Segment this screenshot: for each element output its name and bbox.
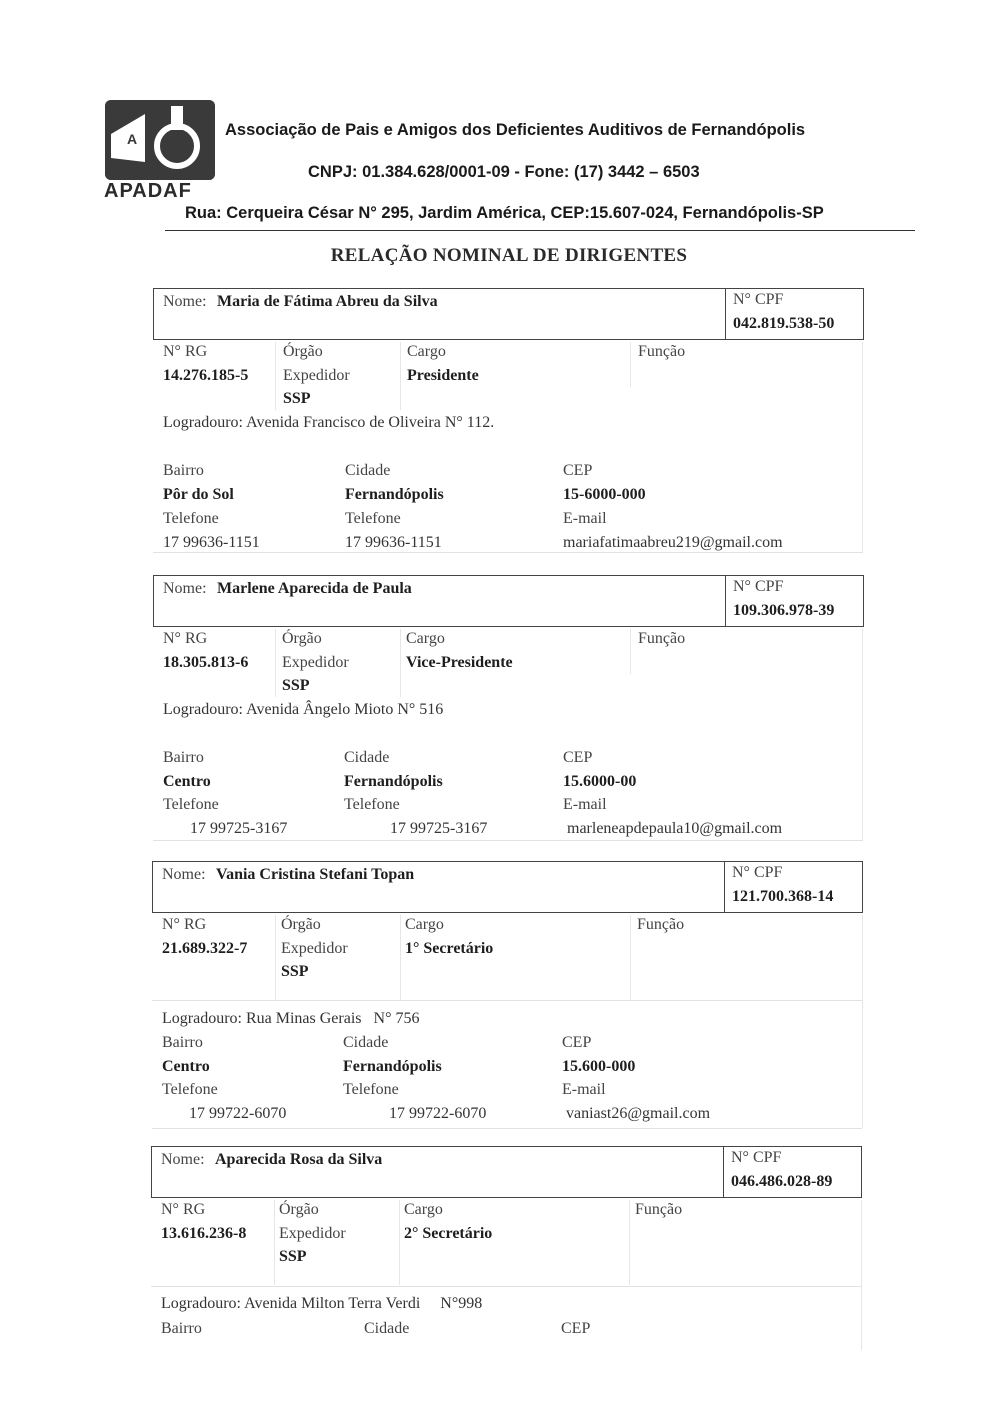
- logo-label: APADAF: [104, 180, 192, 202]
- rg-label: N° RG: [163, 343, 208, 360]
- logradouro: Logradouro: Rua Minas Gerais N° 756: [162, 1010, 420, 1027]
- telefone-value: 17 99636-1151: [345, 534, 442, 551]
- cidade-label: Cidade: [364, 1320, 410, 1337]
- cargo-label: Cargo: [404, 1201, 443, 1218]
- telefone-value: 17 99722-6070: [189, 1105, 287, 1122]
- funcao-label: Função: [635, 1201, 683, 1218]
- bairro-value: Centro: [163, 773, 211, 790]
- cep-value: 15.6000-00: [563, 773, 637, 790]
- cargo-value: Vice-Presidente: [406, 654, 513, 671]
- cpf-value: 042.819.538-50: [733, 315, 835, 332]
- bairro-value: Centro: [162, 1058, 210, 1075]
- orgao-value: SSP: [282, 677, 310, 694]
- logradouro: Logradouro: Avenida Milton Terra Verdi N°998: [161, 1295, 483, 1312]
- email-label: E-mail: [563, 510, 607, 527]
- cep-value: 15.600-000: [562, 1058, 636, 1075]
- apadaf-logo: [105, 100, 215, 180]
- telefone-label: Telefone: [344, 796, 400, 813]
- cpf-box: [723, 1146, 862, 1198]
- cpf-label: N° CPF: [731, 1149, 782, 1166]
- cep-label: CEP: [563, 462, 593, 479]
- cpf-value: 121.700.368-14: [732, 888, 834, 905]
- cidade-value: Fernandópolis: [344, 773, 443, 790]
- expedidor-label: Expedidor: [281, 940, 348, 957]
- cpf-value: 109.306.978-39: [733, 602, 835, 619]
- cnpj-line: CNPJ: 01.384.628/0001-09 - Fone: (17) 3442 – 6503: [308, 163, 700, 181]
- name-value: Marlene Aparecida de Paula: [217, 580, 412, 597]
- cidade-label: Cidade: [343, 1034, 389, 1051]
- cargo-label: Cargo: [407, 343, 446, 360]
- funcao-label: Função: [637, 916, 685, 933]
- ear-logo-icon: [105, 100, 215, 180]
- name-value: Vania Cristina Stefani Topan: [216, 866, 415, 883]
- rg-value: 14.276.185-5: [163, 367, 249, 384]
- email-value: vaniast26@gmail.com: [566, 1105, 711, 1122]
- telefone-label: Telefone: [162, 1081, 218, 1098]
- name-label: Nome:: [162, 866, 206, 883]
- rg-label: N° RG: [161, 1201, 206, 1218]
- name-box: [153, 575, 726, 627]
- rg-value: 18.305.813-6: [163, 654, 249, 671]
- header-divider: [165, 230, 915, 231]
- telefone-value: 17 99722-6070: [389, 1105, 487, 1122]
- bairro-label: Bairro: [161, 1320, 202, 1337]
- email-value: marleneapdepaula10@gmail.com: [567, 820, 783, 837]
- telefone-label: Telefone: [345, 510, 401, 527]
- bairro-value: Pôr do Sol: [163, 486, 234, 503]
- name-value: Maria de Fátima Abreu da Silva: [217, 293, 438, 310]
- document-title: RELAÇÃO NOMINAL DE DIRIGENTES: [330, 245, 688, 266]
- cpf-label: N° CPF: [733, 578, 784, 595]
- address-line: Rua: Cerqueira César N° 295, Jardim América, CEP:15.607-024, Fernandópolis-SP: [185, 204, 824, 222]
- rg-value: 21.689.322-7: [162, 940, 248, 957]
- email-label: E-mail: [563, 796, 607, 813]
- cidade-value: Fernandópolis: [345, 486, 444, 503]
- cep-label: CEP: [562, 1034, 592, 1051]
- orgao-label: Órgão: [279, 1201, 319, 1218]
- funcao-label: Função: [638, 630, 686, 647]
- cpf-value: 046.486.028-89: [731, 1173, 833, 1190]
- rg-label: N° RG: [163, 630, 208, 647]
- bairro-label: Bairro: [163, 749, 204, 766]
- cep-label: CEP: [563, 749, 593, 766]
- name-label: Nome:: [163, 580, 207, 597]
- cargo-label: Cargo: [406, 630, 445, 647]
- name-box: [153, 288, 726, 340]
- funcao-label: Função: [638, 343, 686, 360]
- email-label: E-mail: [562, 1081, 606, 1098]
- orgao-value: SSP: [281, 963, 309, 980]
- email-value: mariafatimaabreu219@gmail.com: [563, 534, 783, 551]
- orgao-value: SSP: [279, 1248, 307, 1265]
- rg-value: 13.616.236-8: [161, 1225, 247, 1242]
- orgao-value: SSP: [283, 390, 311, 407]
- cidade-label: Cidade: [345, 462, 391, 479]
- cpf-label: N° CPF: [733, 291, 784, 308]
- svg-text:A: A: [127, 131, 138, 147]
- expedidor-label: Expedidor: [279, 1225, 346, 1242]
- logradouro: Logradouro: Avenida Francisco de Oliveira N° 112.: [163, 414, 495, 431]
- orgao-label: Órgão: [282, 630, 322, 647]
- telefone-value: 17 99636-1151: [163, 534, 260, 551]
- cidade-label: Cidade: [344, 749, 390, 766]
- logradouro: Logradouro: Avenida Ângelo Mioto N° 516: [163, 701, 444, 718]
- cidade-value: Fernandópolis: [343, 1058, 442, 1075]
- name-value: Aparecida Rosa da Silva: [215, 1151, 383, 1168]
- cpf-box: [724, 861, 863, 913]
- telefone-label: Telefone: [163, 796, 219, 813]
- rg-label: N° RG: [162, 916, 207, 933]
- name-label: Nome:: [161, 1151, 205, 1168]
- expedidor-label: Expedidor: [282, 654, 349, 671]
- telefone-label: Telefone: [163, 510, 219, 527]
- name-box: [152, 861, 725, 913]
- org-name: Associação de Pais e Amigos dos Deficientes Auditivos de Fernandópolis: [225, 121, 806, 139]
- cpf-label: N° CPF: [732, 864, 783, 881]
- telefone-value: 17 99725-3167: [190, 820, 288, 837]
- name-label: Nome:: [163, 293, 207, 310]
- orgao-label: Órgão: [283, 343, 323, 360]
- name-box: [151, 1146, 724, 1198]
- bairro-label: Bairro: [162, 1034, 203, 1051]
- cep-value: 15-6000-000: [563, 486, 646, 503]
- telefone-value: 17 99725-3167: [390, 820, 488, 837]
- orgao-label: Órgão: [281, 916, 321, 933]
- cpf-box: [725, 575, 864, 627]
- cargo-value: 1° Secretário: [405, 940, 494, 957]
- cargo-value: 2° Secretário: [404, 1225, 493, 1242]
- telefone-label: Telefone: [343, 1081, 399, 1098]
- cargo-value: Presidente: [407, 367, 479, 384]
- cep-label: CEP: [561, 1320, 591, 1337]
- bairro-label: Bairro: [163, 462, 204, 479]
- expedidor-label: Expedidor: [283, 367, 350, 384]
- cpf-box: [725, 288, 864, 340]
- cargo-label: Cargo: [405, 916, 444, 933]
